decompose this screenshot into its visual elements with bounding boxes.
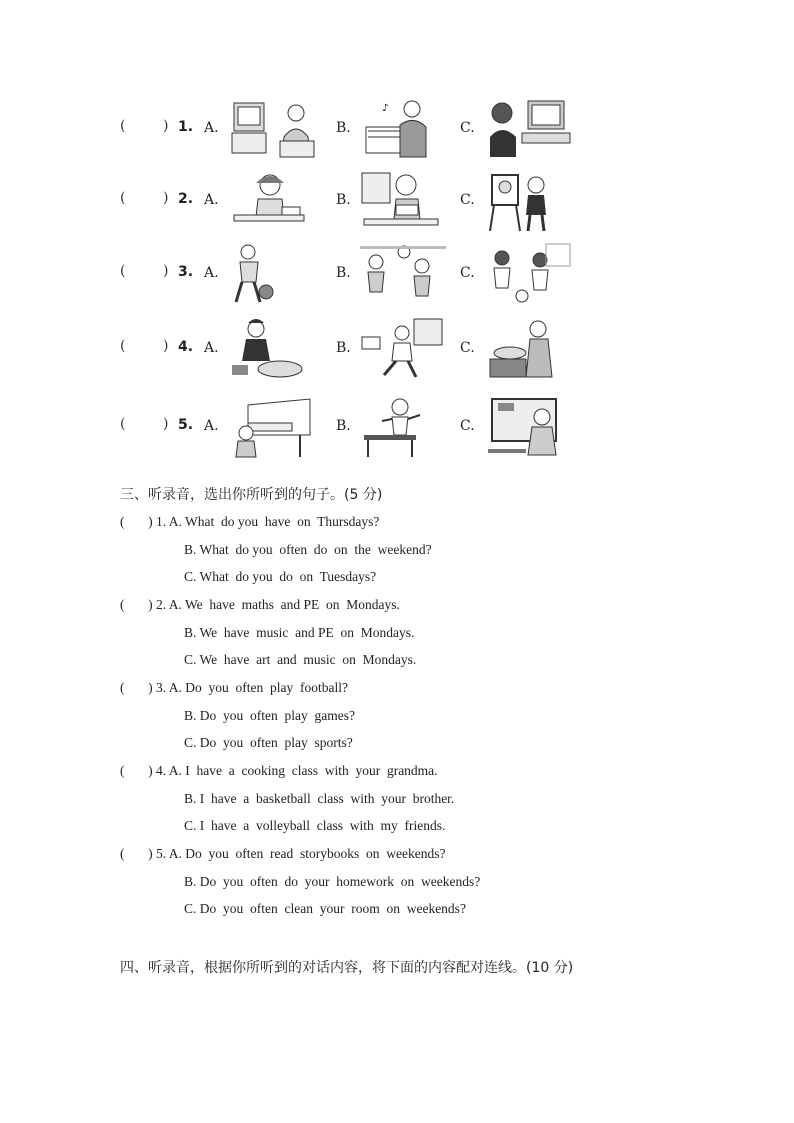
question-option-a: ( ) 4. A. I have a cooking class with your grandma. bbox=[120, 763, 438, 778]
option-label: C. bbox=[460, 192, 475, 208]
answer-paren-right: ) bbox=[163, 118, 169, 134]
picture-question-row bbox=[0, 167, 794, 237]
option-label: B. bbox=[336, 340, 351, 356]
girl-doing-homework-icon bbox=[230, 169, 318, 235]
option-label: C. bbox=[460, 265, 475, 281]
option-label: C. bbox=[460, 120, 475, 136]
option-label: A. bbox=[204, 418, 219, 434]
girl-playing-piano-icon bbox=[230, 395, 318, 461]
option-label: B. bbox=[336, 418, 351, 434]
answer-paren-right: ) bbox=[163, 416, 169, 432]
boy-drawing-picture-icon bbox=[486, 169, 574, 235]
svg-text:♪: ♪ bbox=[382, 103, 389, 114]
section3-title: 三、听录音，选出你所听到的句子。(5 分) bbox=[120, 487, 383, 503]
question-option-a: ( ) 2. A. We have maths and PE on Mondays. bbox=[120, 597, 400, 612]
answer-paren-left: ( bbox=[120, 338, 126, 354]
picture-question-row bbox=[0, 240, 794, 310]
section4-title: 四、听录音，根据你所听到的对话内容，将下面的内容配对连线。(10 分) bbox=[120, 960, 574, 976]
girl-dancing-icon bbox=[360, 317, 448, 383]
question-option-b: B. We have music and PE on Mondays. bbox=[184, 624, 415, 640]
kids-playing-football-icon bbox=[486, 242, 574, 308]
question-option-b: B. I have a basketball class with your brother. bbox=[184, 790, 455, 806]
question-option-b: B. Do you often do your homework on weekends? bbox=[184, 873, 481, 889]
question-option-a: ( ) 5. A. Do you often read storybooks on weekends? bbox=[120, 846, 446, 861]
option-label: C. bbox=[460, 418, 475, 434]
answer-paren-left: ( bbox=[120, 416, 126, 432]
question-number: 3. bbox=[178, 264, 194, 280]
question-option-b: B. Do you often play games? bbox=[184, 707, 355, 723]
girl-washing-clothes-icon bbox=[230, 317, 318, 383]
boy-playing-piano-icon bbox=[360, 97, 448, 163]
computer-and-boy-icon bbox=[230, 97, 318, 163]
boy-jumping-hurdle-icon bbox=[360, 395, 448, 461]
option-label: A. bbox=[204, 265, 219, 281]
option-label: A. bbox=[204, 120, 219, 136]
question-option-a: ( ) 3. A. Do you often play football? bbox=[120, 680, 348, 695]
boy-at-computer-icon bbox=[486, 97, 574, 163]
option-label: B. bbox=[336, 120, 351, 136]
answer-paren-left: ( bbox=[120, 263, 126, 279]
answer-paren-right: ) bbox=[163, 338, 169, 354]
picture-question-row bbox=[0, 95, 794, 165]
option-label: C. bbox=[460, 340, 475, 356]
option-label: B. bbox=[336, 265, 351, 281]
girl-reading-at-desk-icon bbox=[360, 169, 448, 235]
answer-paren-left: ( bbox=[120, 118, 126, 134]
woman-cooking-icon bbox=[486, 317, 574, 383]
question-option-a: ( ) 1. A. What do you have on Thursdays? bbox=[120, 514, 380, 529]
question-option-c: C. Do you often play sports? bbox=[184, 735, 353, 750]
question-number: 4. bbox=[178, 339, 194, 355]
question-option-c: C. We have art and music on Mondays. bbox=[184, 652, 417, 667]
question-option-c: C. What do you do on Tuesdays? bbox=[184, 569, 377, 584]
question-option-c: C. I have a volleyball class with my friends. bbox=[184, 818, 446, 833]
answer-paren-right: ) bbox=[163, 190, 169, 206]
answer-paren-right: ) bbox=[163, 263, 169, 279]
question-number: 5. bbox=[178, 417, 194, 433]
boy-playing-basketball-icon bbox=[230, 242, 318, 308]
question-number: 1. bbox=[178, 119, 194, 135]
question-option-b: B. What do you often do on the weekend? bbox=[184, 541, 432, 557]
question-number: 2. bbox=[178, 191, 194, 207]
option-label: A. bbox=[204, 192, 219, 208]
option-label: B. bbox=[336, 192, 351, 208]
kids-playing-volleyball-icon bbox=[360, 242, 448, 308]
teacher-at-blackboard-icon bbox=[486, 395, 574, 461]
picture-question-row bbox=[0, 315, 794, 385]
option-label: A. bbox=[204, 340, 219, 356]
answer-paren-left: ( bbox=[120, 190, 126, 206]
question-option-c: C. Do you often clean your room on weekends? bbox=[184, 901, 466, 916]
picture-question-row bbox=[0, 393, 794, 463]
